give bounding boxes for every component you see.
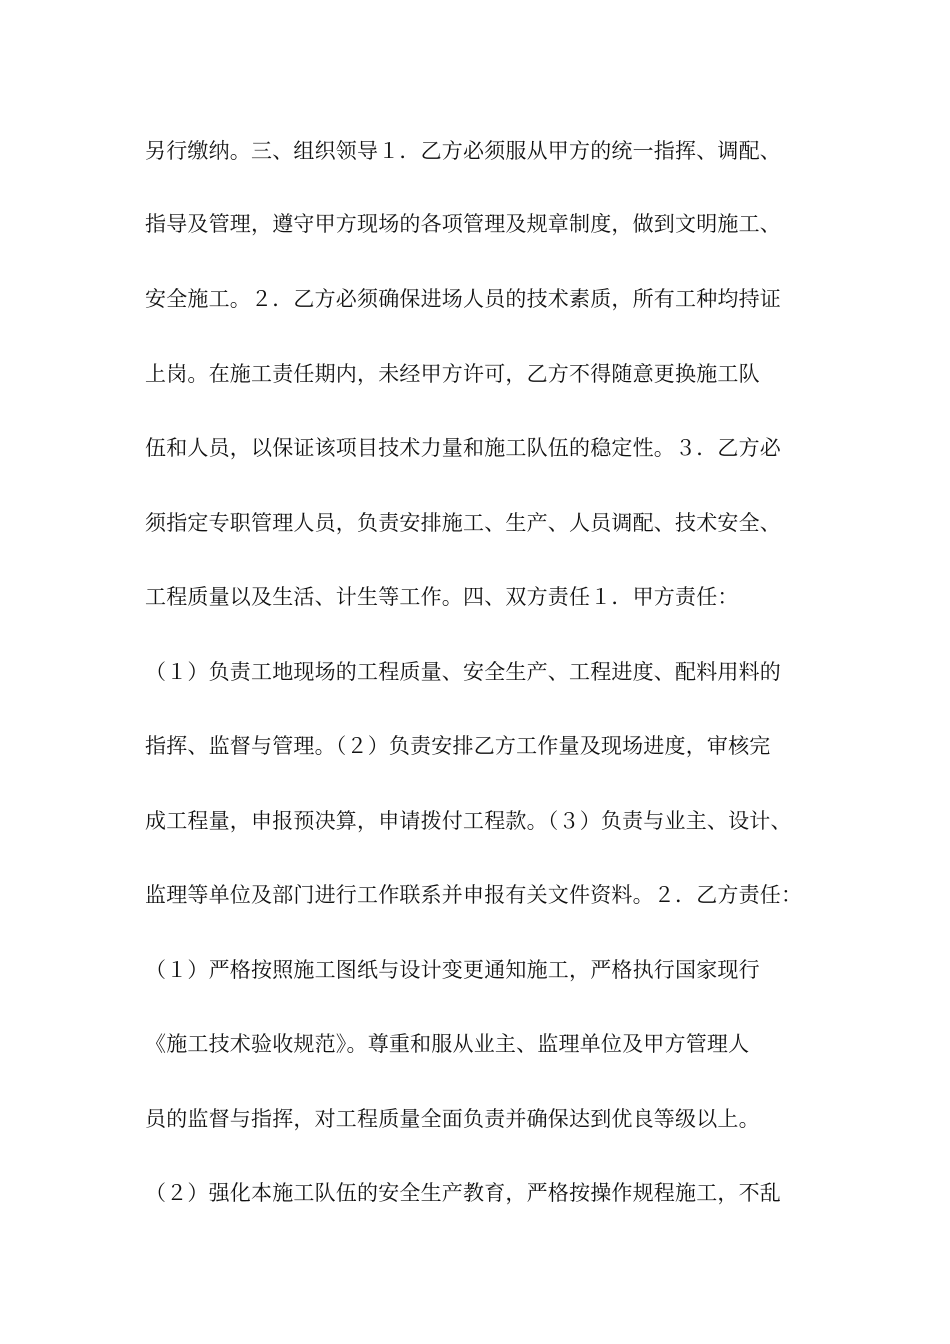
paragraph-line: （１）严格按照施工图纸与设计变更通知施工，严格执行国家现行 [145, 958, 760, 982]
paragraph-line: （２）强化本施工队伍的安全生产教育，严格按操作规程施工，不乱 [145, 1181, 781, 1205]
paragraph-line: 指导及管理，遵守甲方现场的各项管理及规章制度，做到文明施工、 [145, 212, 781, 236]
paragraph-line: 上岗。在施工责任期内，未经甲方许可，乙方不得随意更换施工队 [145, 362, 760, 386]
paragraph-line: 工程质量以及生活、计生等工作。四、双方责任１．甲方责任： [145, 585, 739, 609]
paragraph-line: 成工程量，申报预决算，申请拨付工程款。（３）负责与业主、设计、 [145, 809, 792, 833]
paragraph-line: 另行缴纳。三、组织领导１．乙方必须服从甲方的统一指挥、调配、 [145, 139, 781, 163]
paragraph-line: 伍和人员，以保证该项目技术力量和施工队伍的稳定性。３．乙方必 [145, 436, 781, 460]
paragraph-line: 安全施工。２．乙方必须确保进场人员的技术素质，所有工种均持证 [145, 287, 781, 311]
paragraph-line: 指挥、监督与管理。（２）负责安排乙方工作量及现场进度，审核完 [145, 734, 771, 758]
paragraph-line: （１）负责工地现场的工程质量、安全生产、工程进度、配料用料的 [145, 660, 781, 684]
paragraph-line: 《施工技术验收规范》。尊重和服从业主、监理单位及甲方管理人 [145, 1032, 750, 1056]
paragraph-line: 须指定专职管理人员，负责安排施工、生产、人员调配、技术安全、 [145, 511, 781, 535]
paragraph-line: 监理等单位及部门进行工作联系并申报有关文件资料。２．乙方责任： [145, 883, 803, 907]
paragraph-line: 员的监督与指挥，对工程质量全面负责并确保达到优良等级以上。 [145, 1107, 760, 1131]
